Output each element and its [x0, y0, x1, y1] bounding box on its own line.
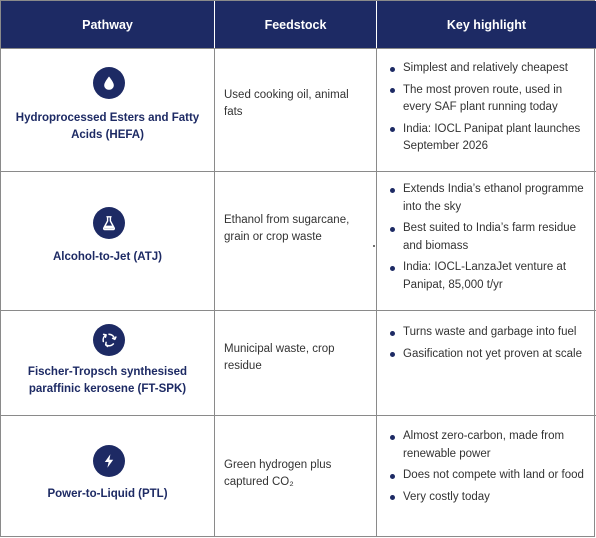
feedstock-cell — [215, 49, 377, 171]
header-key-highlight: Key highlight — [446, 17, 527, 32]
feedstock-cell — [215, 416, 377, 537]
feedstock-text: Used cooking oil, animal fats — [224, 89, 349, 118]
flask-icon — [93, 207, 125, 239]
pathway-name: Fischer-Tropsch synthesised paraffinic kerosene (FT-SPK) — [27, 366, 188, 395]
pathway-cell — [1, 311, 215, 415]
feedstock-cell — [215, 172, 377, 310]
pathway-name: Power-to-Liquid (PTL) — [47, 488, 168, 500]
feedstock-text: Ethanol from sugarcane, grain or crop waste — [224, 214, 350, 243]
pathway-cell — [1, 49, 215, 171]
pathway-name: Hydroprocessed Esters and Fatty Acids (HEFA) — [15, 112, 200, 141]
highlight-item: Simplest and relatively cheapest — [389, 60, 590, 78]
highlight-list — [389, 428, 590, 510]
pathway-name: Alcohol-to-Jet (ATJ) — [52, 251, 163, 263]
highlights-cell — [377, 172, 596, 310]
highlight-list — [389, 60, 590, 160]
highlight-item: Best suited to India’s farm residue and biomass — [389, 220, 590, 255]
table-row — [1, 415, 596, 537]
highlight-item: India: IOCL Panipat plant launches September 2026 — [389, 121, 590, 156]
table-row — [1, 48, 596, 171]
feedstock-text: Green hydrogen plus captured CO₂ — [224, 459, 332, 488]
highlight-item: Almost zero-carbon, made from renewable power — [389, 428, 590, 463]
header-pathway: Pathway — [1, 1, 215, 48]
pathway-cell — [1, 416, 215, 537]
highlights-cell — [377, 416, 596, 537]
feedstock-text: Municipal waste, crop residue — [224, 343, 335, 372]
highlight-item: Gasification not yet proven at scale — [389, 346, 590, 364]
stray-dot — [373, 245, 375, 247]
table-header — [1, 1, 596, 48]
highlight-item: Does not compete with land or food — [389, 467, 590, 485]
highlights-cell — [377, 49, 596, 171]
highlight-item: Turns waste and garbage into fuel — [389, 324, 590, 342]
recycle-icon — [93, 324, 125, 356]
feedstock-cell — [215, 311, 377, 415]
table-row — [1, 171, 596, 310]
highlight-item: Extends India’s ethanol programme into the sky — [389, 181, 590, 216]
lightning-bolt-icon — [93, 445, 125, 477]
table-row — [1, 310, 596, 415]
highlights-cell — [377, 311, 596, 415]
droplet-icon — [93, 67, 125, 99]
pathway-cell — [1, 172, 215, 310]
highlight-item: Very costly today — [389, 489, 590, 507]
highlight-item: India: IOCL-LanzaJet venture at Panipat, 85,000 t/yr — [389, 259, 590, 294]
highlight-list — [389, 181, 590, 298]
highlight-list — [389, 324, 590, 367]
header-feedstock: Feedstock — [215, 1, 377, 48]
highlight-item: The most proven route, used in every SAF plant running today — [389, 82, 590, 117]
